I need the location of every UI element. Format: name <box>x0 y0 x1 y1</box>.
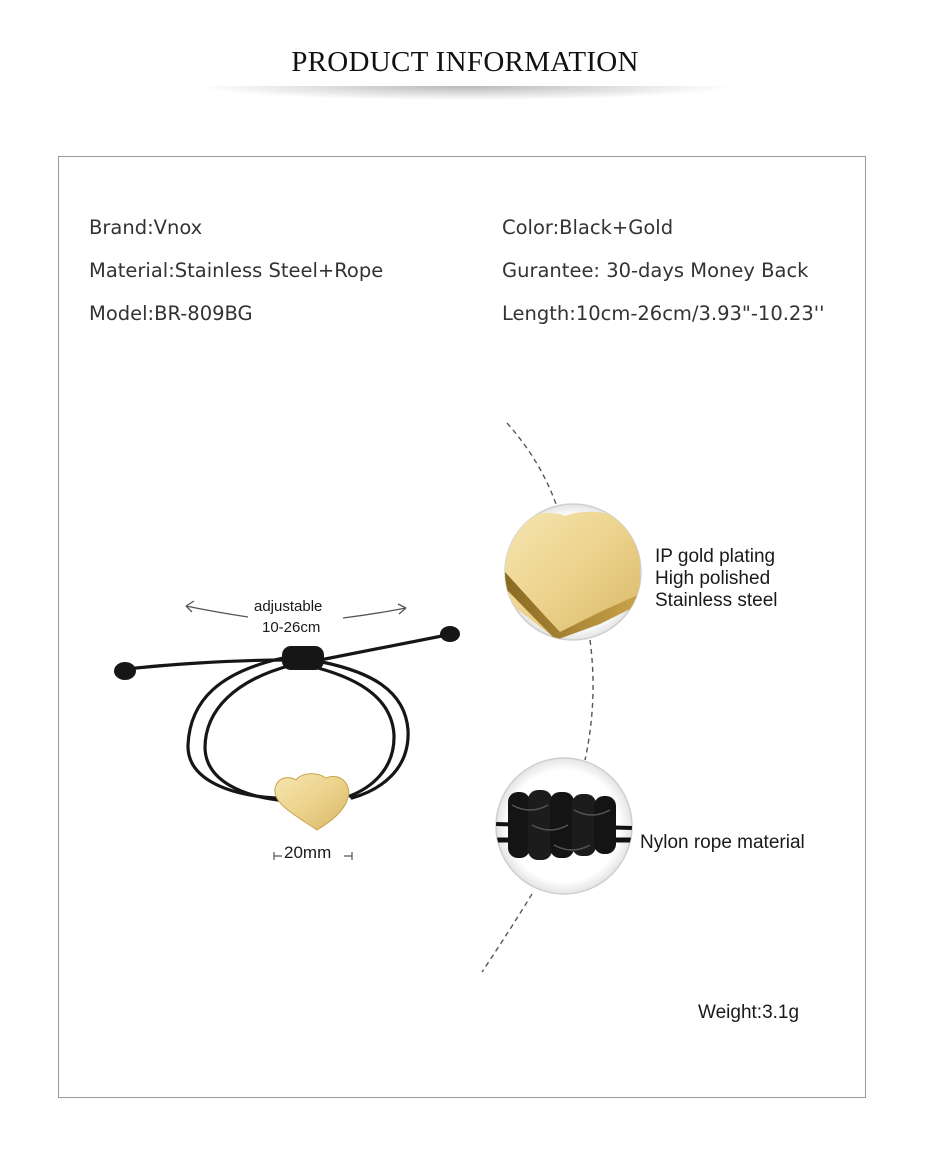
plating-callout <box>655 546 778 612</box>
spec-brand: Brand:Vnox <box>89 216 203 239</box>
arrow-right-icon <box>343 608 406 618</box>
page-title: PRODUCT INFORMATION <box>291 46 639 78</box>
heart-pendant <box>275 774 349 830</box>
adjustable-label: adjustable <box>254 598 323 615</box>
zoom-circle-rope <box>496 758 632 894</box>
plating-callout-line-1: IP gold plating <box>655 546 776 567</box>
spec-length: Length:10cm-26cm/3.93"-10.23'' <box>502 302 825 325</box>
spec-guarantee: Gurantee: 30-days Money Back <box>502 259 809 282</box>
plating-callout-line-3: Stainless steel <box>655 590 778 611</box>
rope-callout: Nylon rope material <box>640 832 805 853</box>
arrow-left-icon <box>186 606 248 617</box>
plating-callout-line-2: High polished <box>655 568 771 589</box>
zoom-circle-plating <box>505 504 641 640</box>
range-label: 10-26cm <box>262 619 321 636</box>
spec-color: Color:Black+Gold <box>502 216 674 239</box>
width-label: 20mm <box>284 843 332 862</box>
spec-model: Model:BR-809BG <box>89 302 253 325</box>
weight-label: Weight:3.1g <box>698 1002 800 1023</box>
spec-material: Material:Stainless Steel+Rope <box>89 259 384 282</box>
